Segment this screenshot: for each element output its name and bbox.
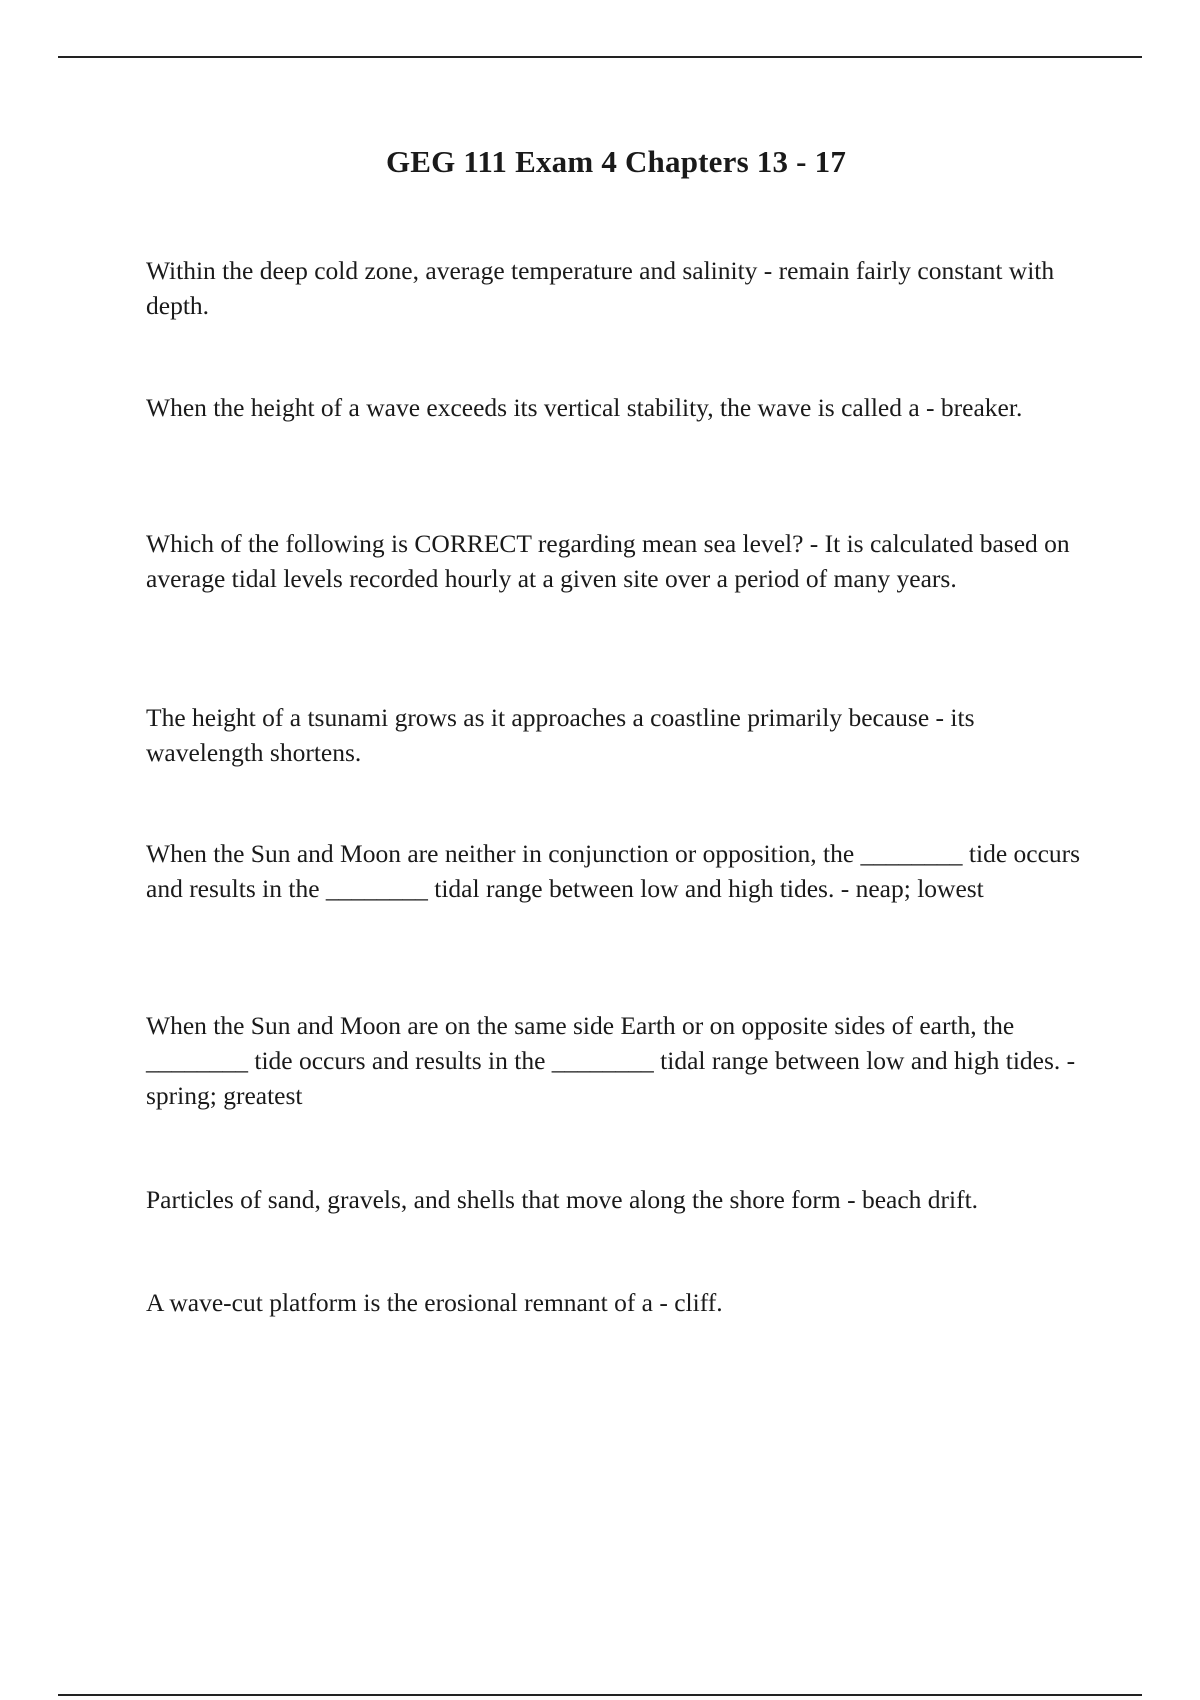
question-answer-item: When the Sun and Moon are neither in conjunction or opposition, the ________ tide occurs and results in the ________ tidal range between low and high tides. - neap; lowest — [146, 839, 1081, 903]
document-title: GEG 111 Exam 4 Chapters 13 - 17 — [385, 144, 847, 179]
question-answer-item: The height of a tsunami grows as it approaches a coastline primarily because - its wavelength shortens. — [146, 703, 975, 767]
question-answer-item: Particles of sand, gravels, and shells that move along the shore form - beach drift. — [146, 1185, 979, 1214]
bottom-rule — [58, 1694, 1142, 1696]
top-rule — [58, 56, 1142, 58]
question-answer-item: Within the deep cold zone, average temperature and salinity - remain fairly constant with depth. — [146, 256, 1055, 320]
question-answer-item: When the height of a wave exceeds its vertical stability, the wave is called a - breaker. — [146, 393, 1023, 422]
question-answer-item: When the Sun and Moon are on the same side Earth or on opposite sides of earth, the ________ tide occurs and results in the ________ tidal range between low and high tides. - spring; greatest — [146, 1011, 1076, 1110]
question-answer-item: A wave-cut platform is the erosional remnant of a - cliff. — [146, 1288, 723, 1317]
question-answer-item: Which of the following is CORRECT regarding mean sea level? - It is calculated based on average tidal levels recorded hourly at a given site over a period of many years. — [146, 529, 1070, 593]
